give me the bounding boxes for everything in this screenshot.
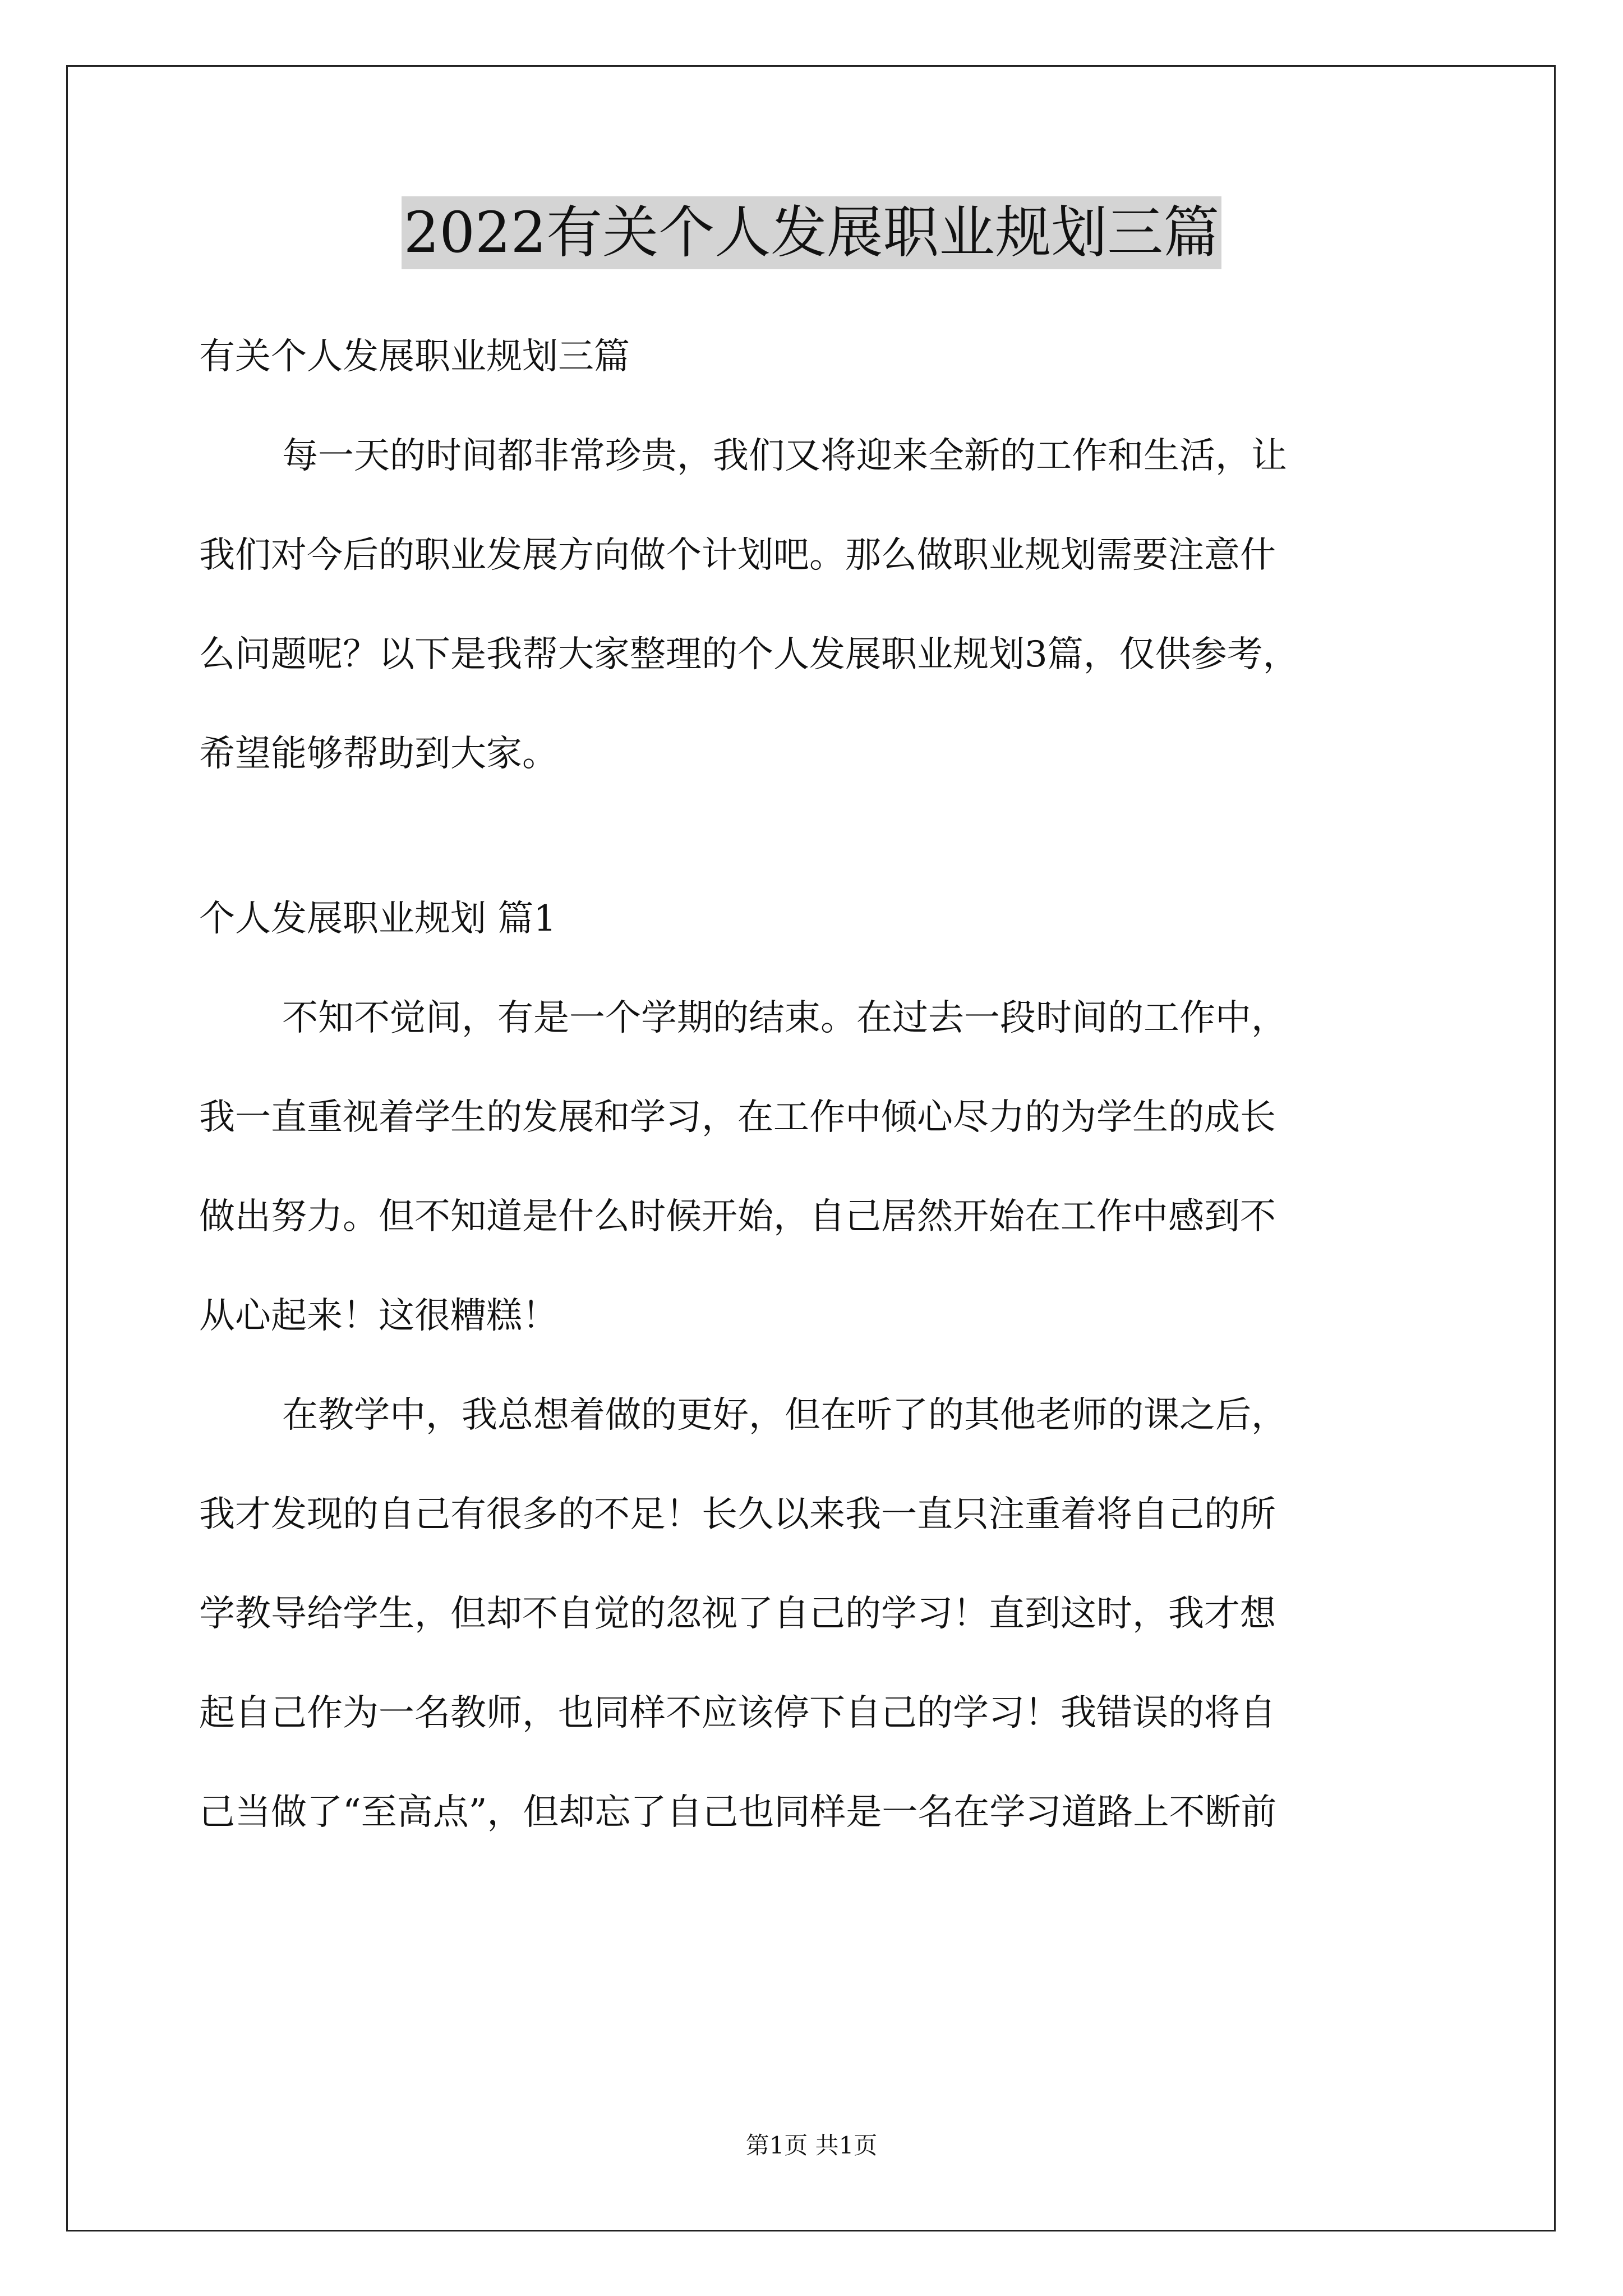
document-body bbox=[199, 307, 1427, 1862]
document-subtitle: 有关个人发展职业规划三篇 bbox=[199, 336, 630, 378]
paragraph-line: 做出努力。但不知道是什么时候开始，自己居然开始在工作中感到不 bbox=[199, 1196, 1276, 1237]
intro-line: 我们对今后的职业发展方向做个计划吧。那么做职业规划需要注意什 bbox=[199, 535, 1276, 576]
paragraph-line: 我才发现的自己有很多的不足！长久以来我一直只注重着将自己的所 bbox=[199, 1494, 1276, 1535]
paragraph-line: 从心起来！这很糟糕！ bbox=[199, 1295, 558, 1337]
paragraph-line: 不知不觉间，有是一个学期的结束。在过去一段时间的工作中， bbox=[282, 997, 1287, 1039]
paragraph-line: 在教学中，我总想着做的更好，但在听了的其他老师的课之后， bbox=[282, 1395, 1287, 1436]
paragraph-line: 起自己作为一名教师，也同样不应该停下自己的学习！我错误的将自 bbox=[199, 1692, 1276, 1734]
paragraph-line: 学教导给学生，但却不自觉的忽视了自己的学习！直到这时，我才想 bbox=[199, 1593, 1276, 1635]
paragraph-gap bbox=[199, 804, 1427, 869]
title-wrap bbox=[0, 196, 1623, 269]
section-heading: 个人发展职业规划 篇1 bbox=[199, 898, 557, 940]
intro-line: 希望能够帮助到大家。 bbox=[199, 733, 558, 775]
intro-line: 么问题呢？以下是我帮大家整理的个人发展职业规划3篇，仅供参考， bbox=[199, 634, 1299, 675]
document-title: 2022有关个人发展职业规划三篇 bbox=[402, 196, 1222, 269]
paragraph-line: 己当做了“至高点”，但却忘了自己也同样是一名在学习道路上不断前 bbox=[199, 1792, 1277, 1833]
page-footer: 第1页 共1页 bbox=[745, 2132, 878, 2159]
intro-line: 每一天的时间都非常珍贵，我们又将迎来全新的工作和生活，让 bbox=[282, 435, 1287, 477]
paragraph-line: 我一直重视着学生的发展和学习，在工作中倾心尽力的为学生的成长 bbox=[199, 1097, 1276, 1138]
